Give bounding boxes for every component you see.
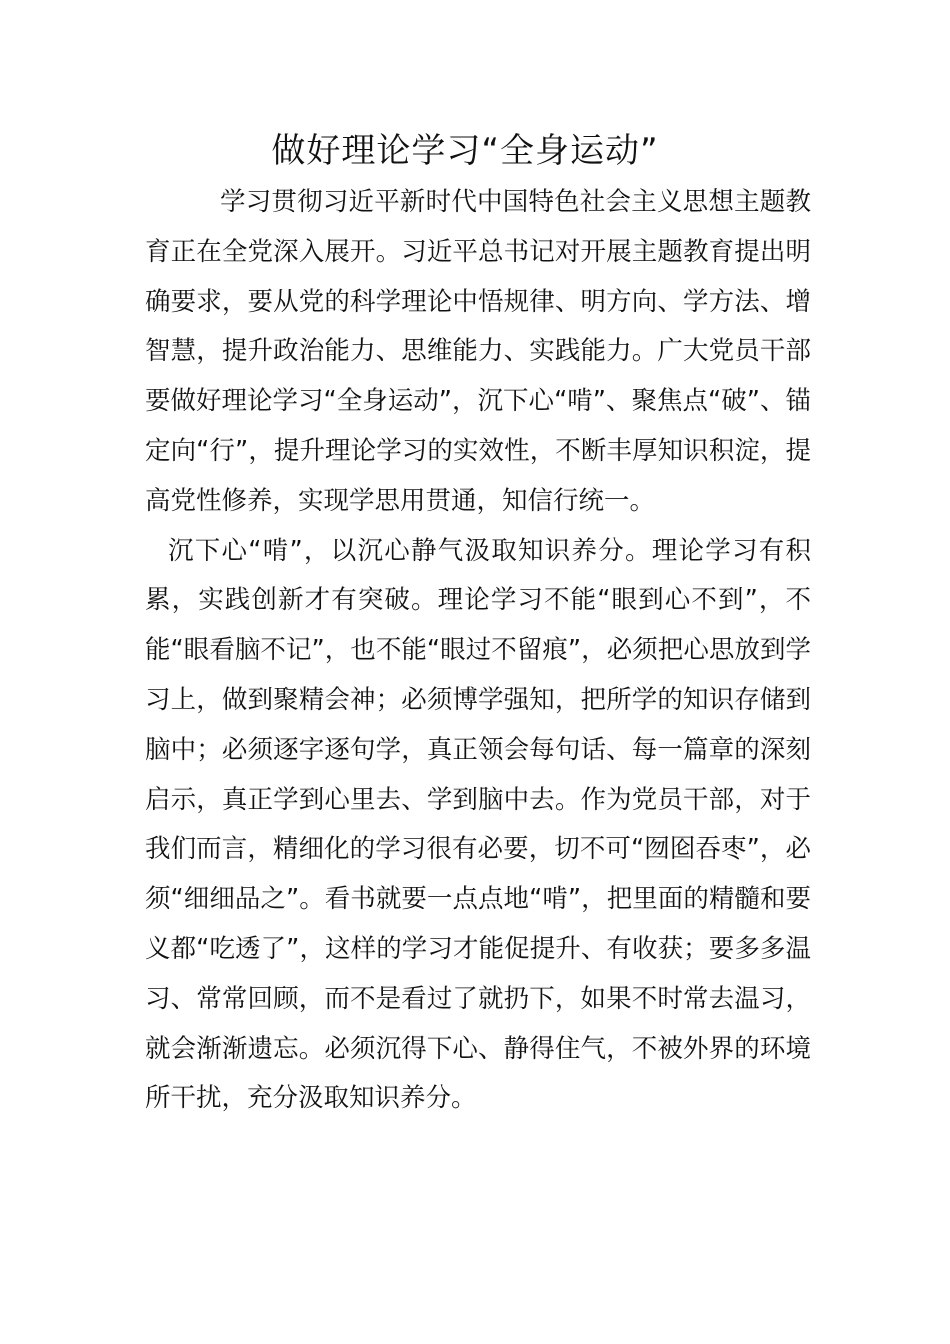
paragraph-intro: 学习贯彻习近平新时代中国特色社会主义思想主题教育正在全党深入展开。习近平总书记对开展主题教育提出明确要求，要从党的科学理论中悟规律、明方向、学方法、增智慧，提升政治能力、思维能力、实践能力。广大党员干部要做好理论学习“全身运动”，沉下心“啃”、聚焦点“破”、锚定向“行”，提升理论学习的实效性，不断丰厚知识积淀，提高党性修养，实现学思用贯通，知信行统一。	[145, 187, 811, 516]
document-body	[145, 178, 811, 1124]
document-title: 做好理论学习“全身运动”	[271, 131, 659, 171]
paragraph-focus-study: 沉下心“啃”，以沉心静气汲取知识养分。理论学习有积累，实践创新才有突破。理论学习不能“眼到心不到”，不能“眼看脑不记”，也不能“眼过不留痕”，必须把心思放到学习上，做到聚精会神；必须博学强知，把所学的知识存储到脑中；必须逐字逐句学，真正领会每句话、每一篇章的深刻启示，真正学到心里去、学到脑中去。作为党员干部，对于我们而言，精细化的学习很有必要，切不可“囫囵吞枣”，必须“细细品之”。看书就要一点点地“啃”，把里面的精髓和要义都“吃透了”，这样的学习才能促提升、有收获；要多多温习、常常回顾，而不是看过了就扔下，如果不时常去温习，就会渐渐遗忘。必须沉得下心、静得住气，不被外界的环境所干扰，充分汲取知识养分。	[145, 535, 811, 1114]
